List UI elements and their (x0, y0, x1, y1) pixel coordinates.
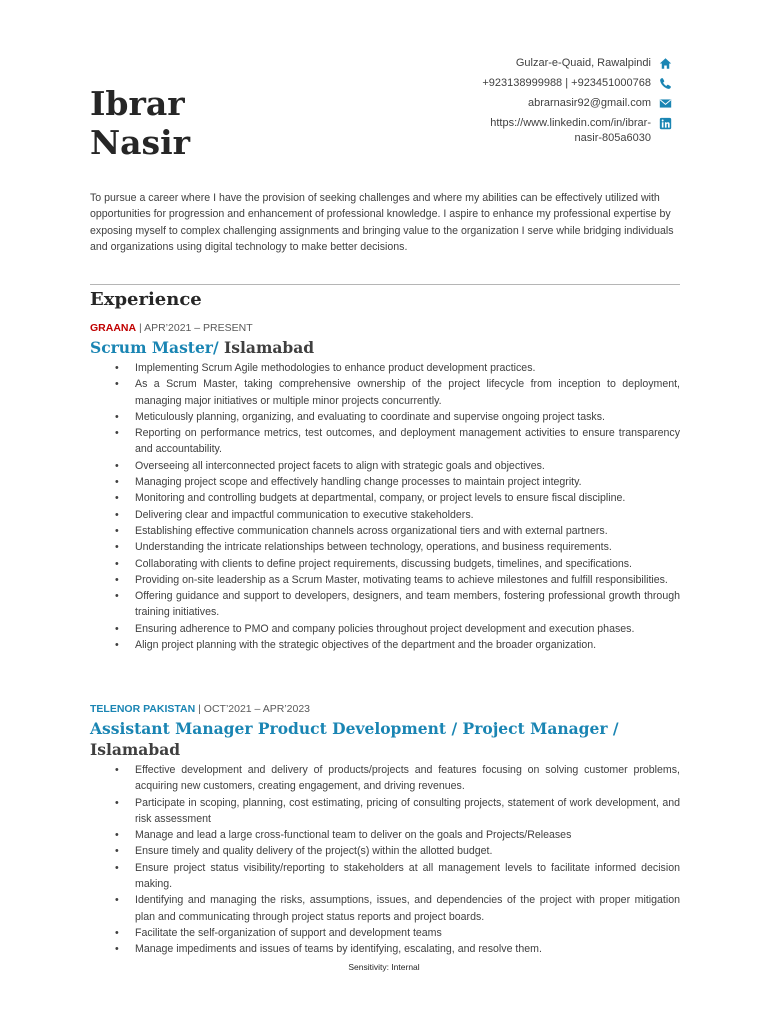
address-text: Gulzar-e-Quaid, Rawalpindi (515, 57, 651, 69)
contact-address-row (382, 56, 672, 71)
meta-separator: | (198, 703, 204, 715)
bullet-item: • Align project planning with the strategic objectives of the department and the broader organization. (90, 637, 680, 653)
linkedin-icon (658, 116, 672, 130)
job-entry-graana (90, 321, 680, 653)
experience-heading: Experience (90, 289, 202, 310)
objective-paragraph: To pursue a career where I have the provision of seeking challenges and where my abilities can be effectively utilized with opportunities for progression and enhancement of professional knowledge. I aspire to enhance my professional expertise by exposing myself to complex challenging assignments and bringing value to the organization I serve while bridging individuals and organizations using digital technology to make better decisions. (90, 192, 674, 253)
job-bullets (90, 360, 680, 653)
contact-email-row (382, 96, 672, 111)
bullet-item: • Delivering clear and impactful communication to executive stakeholders. (90, 507, 680, 523)
bullet-item: • Manage impediments and issues of teams by identifying, escalating, and resolve them. (90, 941, 680, 957)
phone-icon (658, 76, 672, 90)
bullet-item: • Implementing Scrum Agile methodologies to enhance product development practices. (90, 360, 680, 376)
bullet-item: • Facilitate the self-organization of support and development teams (90, 925, 680, 941)
bullet-item: • Monitoring and controlling budgets at departmental, company, or project levels to ensure fiscal discipline. (90, 490, 680, 506)
bullet-item: • Meticulously planning, organizing, and evaluating to coordinate and supervise ongoing project tasks. (90, 409, 680, 425)
section-divider (90, 284, 680, 285)
company-name: GRAANA (90, 322, 137, 334)
bullet-item: • Ensure timely and quality delivery of the project(s) within the allotted budget. (90, 843, 680, 859)
last-name: Nasir (90, 123, 191, 162)
bullet-item: • Collaborating with clients to define project requirements, discussing budgets, timelines, and specifications. (90, 556, 680, 572)
job-entry-telenor (90, 702, 680, 958)
bullet-item: • Reporting on performance metrics, test outcomes, and deployment management activities to ensure transparency and accountability. (90, 425, 680, 458)
bullet-item: • Effective development and delivery of products/projects and features focusing on solving customer problems, acquiring new customers, creating engagement, and driving revenues. (90, 762, 680, 795)
linkedin-text-line1[interactable]: https://www.linkedin.com/in/ibrar- (490, 117, 651, 129)
bullet-item: • Providing on-site leadership as a Scrum Master, motivating teams to achieve milestones and fulfill responsibilities. (90, 572, 680, 588)
job-title (90, 718, 680, 760)
home-icon (658, 56, 672, 70)
first-name: Ibrar (90, 84, 185, 123)
bullet-item: • Offering guidance and support to developers, designers, and team members, fostering professional growth through training initiatives. (90, 588, 680, 621)
job-dates: APR’2021 – PRESENT (144, 322, 253, 334)
job-meta (90, 321, 680, 335)
bullet-item: • Understanding the intricate relationships between technology, operations, and business requirements. (90, 539, 680, 555)
contact-phone-row (382, 76, 672, 91)
job-dates: OCT’2021 – APR’2023 (203, 703, 311, 715)
email-text[interactable]: abrarnasir92@gmail.com (527, 97, 651, 109)
bullet-item: • Participate in scoping, planning, cost estimating, pricing of consulting projects, statement of work development, and risk assessment (90, 795, 680, 828)
bullet-item: • Ensuring adherence to PMO and company policies throughout project development and execution phases. (90, 621, 680, 637)
company-name: TELENOR PAKISTAN (90, 703, 196, 715)
linkedin-text-line2[interactable]: nasir-805a6030 (574, 132, 651, 144)
job-meta (90, 702, 680, 716)
bullet-item: • As a Scrum Master, taking comprehensive ownership of the project lifecycle from inception to deployment, managing major initiatives or multiple minor projects concurrently. (90, 376, 680, 409)
job-role: Assistant Manager Product Development / Project Manager / (90, 719, 619, 738)
job-role: Scrum Master/ (90, 338, 225, 357)
bullet-item: • Overseeing all interconnected project facets to align with strategic goals and objectives. (90, 458, 680, 474)
email-icon (658, 96, 672, 110)
job-location: Islamabad (224, 338, 315, 357)
bullet-item: • Identifying and managing the risks, assumptions, issues, and dependencies of the project with proper mitigation plan and communicating through project status reports and project boards. (90, 892, 680, 925)
phone-text: +923138999988 | +923451000768 (482, 77, 651, 89)
candidate-name (90, 84, 190, 162)
bullet-item: • Ensure project status visibility/reporting to stakeholders at all management levels to facilitate informed decision making. (90, 860, 680, 893)
job-title (90, 337, 680, 358)
bullet-item: • Manage and lead a large cross-functional team to deliver on the goals and Projects/Releases (90, 827, 680, 843)
meta-separator: | (139, 322, 145, 334)
contact-block (382, 56, 672, 151)
sensitivity-footer: Sensitivity: Internal (348, 962, 420, 972)
job-bullets (90, 762, 680, 958)
bullet-item: • Managing project scope and effectively handling change processes to maintain project integrity. (90, 474, 680, 490)
contact-linkedin-row (382, 116, 672, 146)
bullet-item: • Establishing effective communication channels across organizational tiers and with external partners. (90, 523, 680, 539)
job-location: Islamabad (90, 740, 181, 759)
